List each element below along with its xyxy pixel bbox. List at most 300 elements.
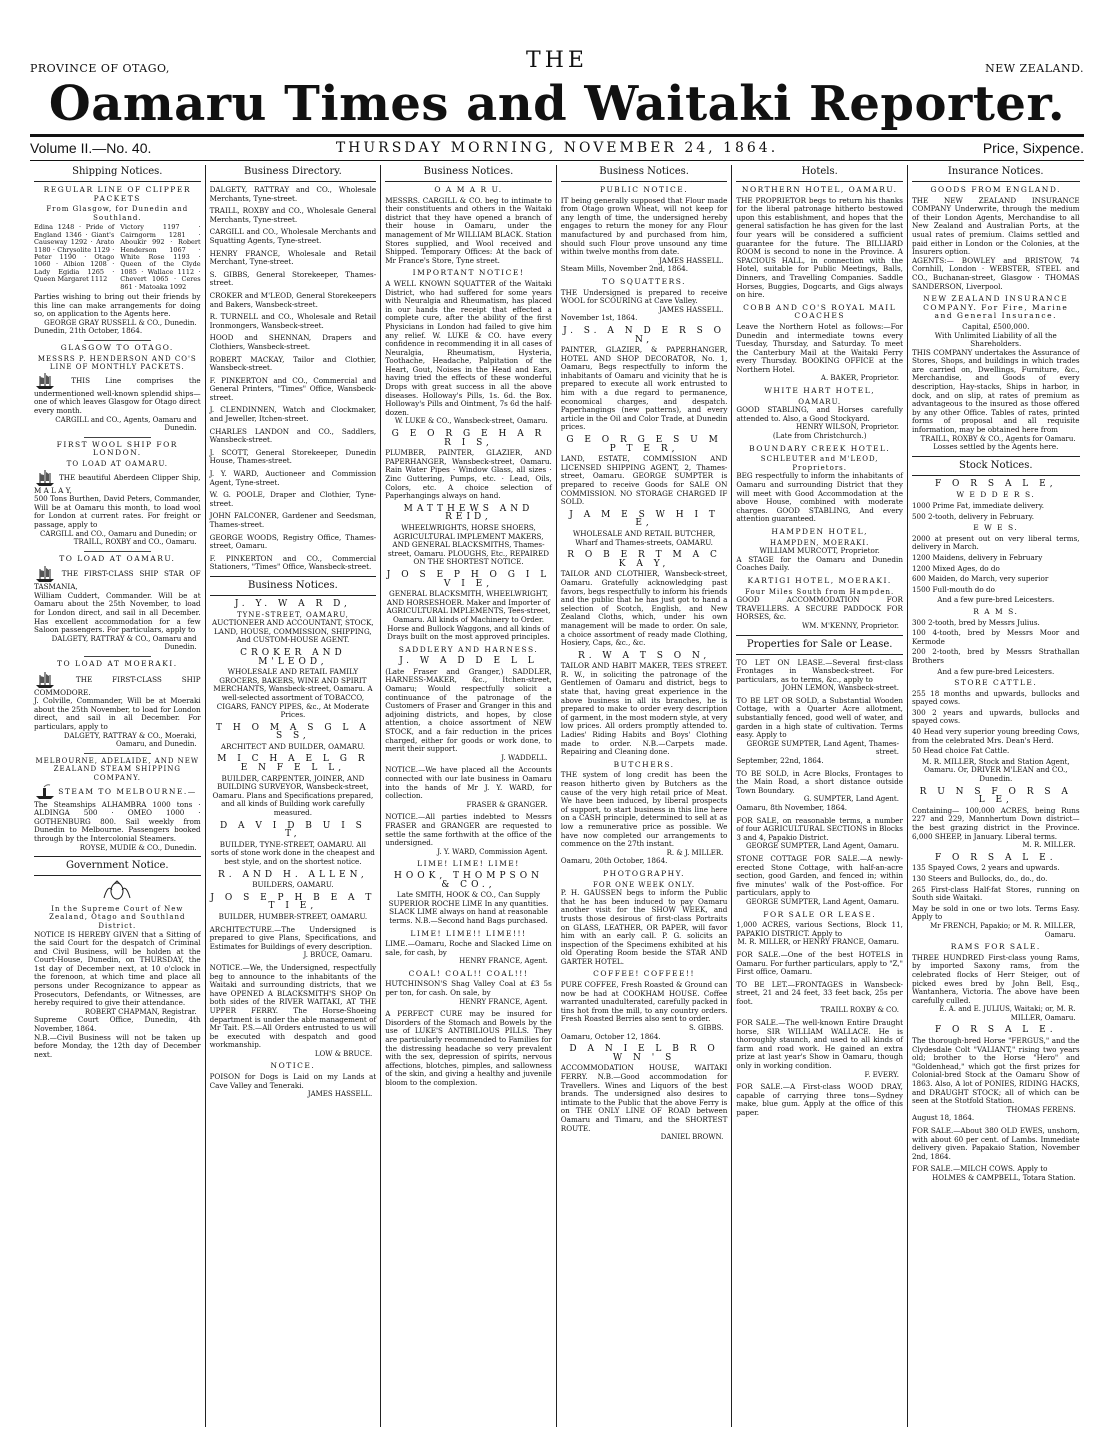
- issue-date: THURSDAY MORNING, NOVEMBER 24, 1864.: [335, 140, 779, 156]
- ad-body: AUCTIONEER AND ACCOUNTANT, STOCK, LAND, HOUSE, COMMISSION, SHIPPING, And CUSTOM-HOUSE AGENT.: [212, 618, 374, 645]
- stock-row: 1200 Mixed Ages, do do: [911, 563, 1000, 573]
- ad-body: NOTICE.—We, the Undersigned, respectfully beg to announce to the inhabitants of the Waitaki and surrounding districts, that we have OPENED A BLACKSMITH'S SHOP On both sides of the RIVER WAITAKI, AT THE UPPER FERRY. The Horse-Shoeing department is under the able management of Mr Tait. P.S.—All Orders entrusted to us will be executed with despatch and good workmanship.: [209, 962, 377, 1050]
- ad-body: ARCHITECT AND BUILDER, OAMARU.: [220, 741, 365, 751]
- ad-title: BOUNDARY CREEK HOTEL.: [749, 443, 891, 453]
- ad-title: J O S E P H B E A T T I E,: [210, 892, 376, 912]
- ad-subtitle: HAMPDEN, MOERAKI.: [769, 538, 870, 547]
- ad-name: J. W A D D E L L: [399, 656, 538, 667]
- ad-signature: HOLMES & CAMPBELL, Totara Station.: [932, 1173, 1076, 1182]
- ad-northern-hotel: [736, 186, 903, 300]
- ad-title: TO SQUATTERS.: [602, 276, 687, 286]
- ad-title: LIME! LIME! LIME!: [417, 859, 520, 869]
- ad-signature: TRAILL ROXBY & CO.: [820, 1006, 899, 1015]
- section-business-notices: Business Notices.: [385, 165, 552, 182]
- ad-title: CROKER AND M'LEOD,: [240, 647, 346, 667]
- stock-row: 40 Head very superior young breeding Cows, from the celebrated Mrs. Dean's Herd.: [911, 727, 1080, 745]
- ad-body: NOTICE.—We have placed all the Accounts connected with our late business in Oamaru into the hands of Mr J. Y. WARD, for collection.: [385, 765, 552, 801]
- column-hotels: [732, 165, 908, 1427]
- stock-row: 1000 Prime Fat, immediate delivery.: [911, 501, 1045, 510]
- ad-title: HAMPDEN HOTEL,: [771, 526, 868, 536]
- stock-row: 100 4-tooth, bred by Messrs Moor and Kermode: [911, 628, 1080, 646]
- ad-important-notice: [385, 269, 552, 426]
- ad-subtitle: W E D D E R S.: [956, 490, 1036, 500]
- ad-body: BUILDER, CARPENTER, JOINER, AND BUILDING SURVEYOR, Wansbeck-street, Oamaru. Plans and Specifications prepared, and all kinds of Building work carefully measured.: [212, 773, 374, 818]
- ad-subtitle: With Unlimited Liability of all the Shareholders.: [934, 330, 1057, 349]
- ad-signature: JOHN LEMON, Wansbeck-street.: [782, 684, 899, 693]
- ad-capital: Capital, £500,000.: [962, 321, 1030, 331]
- ad-signature: F. EVERY.: [864, 1070, 899, 1079]
- ad-bruce: [210, 926, 377, 960]
- ad-title: J A M E S W H I T E,: [569, 509, 719, 529]
- ship-icon: [34, 372, 56, 390]
- stock-row: 200 2-tooth, bred by Messrs Strathallan Brothers: [911, 647, 1080, 665]
- ad-signature: J. WADDELL.: [501, 753, 548, 762]
- ad-title: D A V I D B U I S T,: [219, 820, 366, 840]
- stock-row: 50 Head choice Fat Cattle.: [911, 746, 1010, 756]
- dateline-rule: [30, 160, 1084, 161]
- ad-date: August 18, 1864.: [911, 1113, 975, 1123]
- stock-row: 300 2-tooth, bred by Messrs Julius.: [911, 617, 1040, 627]
- ad-body: THE NEW ZEALAND INSURANCE COMPANY Underwrite, through the medium of their London Agents, Merchandise to all New Zealand and Australian Ports, at the usual rates of premium. Claims settled and paid either in London or the Colonies, at the Insurers option.: [911, 195, 1080, 257]
- ad-body: MESSRS. CARGILL & CO. beg to intimate to their constituents and others in the Waitaki district that they have opened a branch of their house in Oamaru, under the management of Mr WILLIAM BLACK. Station Stores supplied, and Wool received and Shipped. Temporary Offices: At the back of Mr France's Store, Tyne street.: [385, 195, 552, 265]
- masthead-the: THE: [526, 48, 588, 73]
- ad-note: And a few pure-bred Leicesters.: [937, 595, 1055, 605]
- ad-body: BUILDER, HUMBER-STREET, OAMARU.: [218, 911, 368, 921]
- section-shipping-notices: Shipping Notices.: [34, 165, 201, 182]
- ad-title: BUTCHERS.: [613, 759, 675, 769]
- ad-title: LIME! LIME!! LIME!!!: [410, 928, 527, 938]
- ad-subtitle: TO LOAD AT OAMARU.: [66, 459, 168, 468]
- coat-of-arms-icon: [34, 880, 201, 905]
- ad-signature: ROYSE, MUDIE & CO., Dunedin.: [79, 843, 197, 852]
- newspaper-title: Oamaru Times and Waitaki Reporter.: [48, 76, 1066, 132]
- ship-list-b: Victory 1197 · Cairngorm 1281 · Aboukir 992 · Robert Henderson 1067 · White Rose 1193 · Queen of the Clyde 1085 · Wallace 1112 · Chevert 1065 · Ceres 861 · Matoaka 1092: [120, 223, 201, 291]
- ad-body: WHOLESALE AND RETAIL FAMILY GROCERS, BAKERS, WINE AND SPIRIT MERCHANTS, Wansbeck-street, Oamaru. A well-selected assortment of TOBACCO, CIGARS, FANCY PIPES, &c., At Moderate Prices.: [213, 667, 373, 720]
- ad-body: GOOD STABLING, and Horses carefully attended to. Also, a Good Stockyard.: [736, 405, 903, 423]
- masthead-country: NEW ZEALAND.: [985, 62, 1084, 75]
- ad-body: A PERFECT CURE may be insured for Disorders of the Stomach and Bowels by the use of LUKE'S ANTIBILIOUS PILLS. They are particularly recommended to Families for the distressing headache so very prevalent with the sex, depression of spirits, nervous affections, blotches, pimples, and sallowness of the skin, and giving a healthy and juvenile bloom to the complexion.: [385, 1009, 552, 1087]
- ad-date: Oamaru, 8th November, 1864.: [736, 803, 848, 812]
- ad-coal: [385, 970, 552, 1006]
- directory-entry: DALGETY, RATTRAY and CO., Wholesale Merchants, Tyne-street.: [209, 185, 377, 203]
- ad-signature: J. Y. WARD, Commission Agent.: [437, 847, 548, 856]
- ad-allen: [210, 871, 377, 890]
- ad-butchers: [561, 761, 728, 866]
- ad-signature: CARGILL and CO., Agents, Oamaru and Dunedin.: [55, 415, 197, 433]
- ad-body: TO BE LET.—FRONTAGES in Wansbeck-street, 21 and 24 feet, 33 feet back, 25s per foot.: [736, 979, 903, 1006]
- ad-title: COAL! COAL!! COAL!!!: [408, 968, 529, 978]
- ad-property-2: [736, 697, 903, 766]
- ad-title: F O R S A L E,: [934, 478, 1057, 489]
- ad-body: POISON for Dogs is Laid on my Lands at Cave Valley and Teneraki.: [209, 1072, 377, 1090]
- directory-entry: HOOD and SHENNAN, Drapers and Clothiers, Wansbeck-street.: [209, 333, 377, 351]
- ad-body: THIS COMPANY undertakes the Assurance of Stores, Shops, and buildings in which trades are carried on, Dwellings, Furniture, &c., Merchandise, and Goods of every description, Hay-stacks, Ships in harbor, in dock, and on slip, at rates of premium as advantageous to the insured as those offered by any other Office. Tables of rates, printed forms of proposal and all requisite information, may be obtained here from: [911, 347, 1080, 435]
- ad-agents: AGENTS:— BOWLEY and BRISTOW, 74 Cornhill, London · WEBSTER, STEEL and CO., Buchanan-street, Glasgow · THOMAS SANDERSON, Liverpool.: [911, 255, 1080, 291]
- ad-title: NOTICE.: [270, 1061, 316, 1071]
- ad-title: SADDLERY AND HARNESS.: [398, 644, 539, 654]
- ad-body: LIME.—Oamaru, Roche and Slacked Lime on sale, for cash, by: [385, 939, 552, 957]
- ad-title: TO LOAD AT MOERAKI.: [56, 659, 178, 669]
- ad-signature: DALGETY, RATTRAY & CO., Moeraki, Oamaru, and Dunedin.: [63, 731, 197, 749]
- ad-signature: FRASER & GRANGER.: [466, 800, 548, 809]
- ad-property-9: [736, 1019, 903, 1079]
- ad-body: FOR SALE, on reasonable terms, a number of four AGRICULTURAL SECTIONS in Blocks 3 and 4, Papakio District.: [736, 815, 903, 842]
- columns: [30, 165, 1084, 1427]
- ad-body: TAILOR AND CLOTHIER, Wansbeck-street, Oamaru. Gratefully acknowledging past favors, begs respectfully to inform his friends and the public that he has just got to hand a selection of Scotch, English, and New Zealand Cloths, which, under his own management will be made to order. On sale, a choice assortment of ready made Clothing, Hosiery, Caps, &c., &c.: [560, 569, 728, 648]
- ad-property-7: [736, 951, 903, 977]
- ad-title: FOR SALE OR LEASE.: [763, 909, 877, 919]
- ad-date: Dunedin, 21th October, 1864.: [34, 326, 143, 336]
- ad-grenfell: [210, 755, 377, 817]
- ad-signature: M. R. MILLER, Stock and Station Agent, Oamaru. Or, DRIVER M'LEAN and CO., Dunedin.: [921, 756, 1070, 784]
- ad-commodore: [34, 660, 201, 749]
- ad-body: IT being generally supposed that Flour made from Otago grown Wheat, will not keep for any length of time, the undersigned hereby engages to return the money for any Flour manufactured by and purchased from him, should such Flour prove unsound any time within twelve months from date.: [560, 195, 728, 257]
- ad-ward: [210, 600, 377, 645]
- ad-signature: DALGETY, RATTRAY & CO., Oamaru and Dunedin.: [51, 634, 197, 652]
- ad-body: The Steamships ALHAMBRA 1000 tons · ALDINGA 500 · OMEO 1000 · GOTHENBURG 800. Sail weekly from Dunedin to Melbourne. Passengers booked through by the Intercolonial Steamers.: [34, 799, 201, 843]
- ad-subtitle: TYNE-STREET, OAMARU,: [236, 610, 349, 619]
- ad-title: R U N S F O R S A L E,: [919, 786, 1072, 806]
- ad-signature: ROBERT CHAPMAN, Registrar.: [84, 1007, 197, 1016]
- ad-stock-for-sale: [912, 480, 1080, 784]
- stock-row: 135 Spayed Cows, 2 years and upwards.: [911, 863, 1060, 873]
- ad-body: P. H. GAUSSEN begs to inform the Public that he has been induced to pay Oamaru another visit for the SHOW WEEK, and trusts those desirous of first-class Portraits on GLASS, LEATHER, OR PAPER, will favor him with an early call. P. G. solicits an inspection of the Specimens exhibited at his old Operating Room beside the STAR AND GARTER HOTEL.: [560, 888, 728, 966]
- ad-body: Leave the Northern Hotel as follows:—For Dunedin and intermediate towns every Tuesday, Thursday, and Saturday. To meet the Canterbury Mail at the Waitaki Ferry every Thursday. BOOKING OFFICE at the Northern Hotel.: [736, 321, 903, 374]
- directory-entry: F. PINKERTON and CO., Commercial and General Printers, "Times" Office, Wansbeck-street.: [209, 375, 377, 402]
- ad-title: NORTHERN HOTEL, OAMARU.: [741, 185, 898, 194]
- ad-title: O A M A R U.: [434, 185, 503, 194]
- ad-body: A WELL KNOWN SQUATTER of the Waitaki District, who had suffered for some years with Neuralgia and Rheumatism, has placed in our hands the receipt that effected a complete cure, after the ability of the first Physicians in London had failed to give him any relief. W. LUKE & CO. have every confidence in recommending it in all cases of Neuralgia, Rheumatism, Hysteria, Toothache, Headache, Palpitation of the Heart, Gout, Noises in the Head and Ears, having tried the effects of these wonderful Drops with great success in all the above diseases. Holloway's Pills, 1s. 6d. the Box. Holloway's Pills and Ointment, 7s 6d the half-dozen.: [385, 278, 552, 417]
- ad-cargill: [385, 186, 552, 265]
- ad-signature: JAMES HASSELL.: [658, 305, 724, 314]
- ad-property-3: [736, 770, 903, 813]
- ad-signature: CARGILL and CO., Oamaru and Dunedin; or TRAILL, ROXBY and CO., Oamaru.: [39, 529, 197, 547]
- ad-note: N.B.—Civil Business will not be taken up before Monday, the 12th day of December next.: [34, 1032, 201, 1059]
- ad-body: HUTCHINSON'S Shag Valley Coal at £3 5s per ton, for cash. On sale, by: [385, 979, 552, 998]
- ad-signature: HENRY WILSON, Proprietor.: [796, 423, 899, 432]
- directory-entry: CARGILL and CO., Wholesale Merchants and Squatting Agents, Tyne-street.: [209, 227, 377, 245]
- ad-title: J. Y. W A R D,: [234, 598, 351, 609]
- ad-clipper-packets: [34, 186, 201, 336]
- ship-icon: [34, 671, 56, 689]
- ad-signature: HENRY FRANCE, Agent.: [459, 957, 548, 966]
- ad-signature: JAMES HASSELL.: [658, 256, 724, 265]
- ad-signature: E. A. and E. JULIUS, Waitaki; or, M. R. MILLER, Oamaru.: [939, 1005, 1076, 1022]
- ad-subtitle: Four Miles South from Hampden.: [745, 587, 895, 596]
- ad-runs-for-sale: [912, 788, 1080, 850]
- ad-body: TO BE LET OR SOLD, a Substantial Wooden Cottage, with a Quarter Acre allotment, substantially fenced, good well of water, and garden in a high state of cultivation. Terms easy. Apply to: [736, 695, 903, 740]
- ad-signature: TRAILL, ROXBY & CO., Agents for Oamaru.: [920, 434, 1076, 443]
- ad-star-of-tasmania: [34, 555, 201, 652]
- dateline: [30, 140, 1084, 158]
- column-business-notices-b: [557, 165, 733, 1427]
- ad-date: September, 22nd, 1864.: [736, 756, 824, 766]
- ad-body: J. Colville, Commander, Will be at Moeraki about the 25th November, to load for London direct, and sail in all December. For particulars, apply to: [34, 696, 201, 731]
- ad-signature: HENRY FRANCE, Agent.: [459, 997, 548, 1006]
- ad-buist: [210, 822, 377, 867]
- ad-old-ewes: [912, 1127, 1080, 1161]
- ad-mackay: [561, 551, 728, 648]
- directory-entry: ROBERT MACKAY, Tailor and Clothier, Wansbeck-street.: [209, 354, 377, 373]
- ad-ship-name: THE FIRST-CLASS SHIP COMMODORE.: [34, 674, 201, 697]
- divider: [84, 340, 151, 341]
- ad-note: Losses settled by the Agents here.: [933, 442, 1059, 452]
- ad-signature: J. BRUCE, Oamaru.: [303, 951, 373, 960]
- ad-body: BUILDER, TYNE-STREET, OAMARU. All sorts of stone work done in the cheapest and best style, and on the shortest notice.: [210, 839, 375, 866]
- column-business-notices-a: [381, 165, 557, 1427]
- directory-entry: CHARLES LANDON and CO., Saddlers, Wansbeck-street.: [209, 426, 377, 445]
- ad-subtitle: MESSRS P. HENDERSON AND CO'S LINE OF MONTHLY PACKETS.: [37, 354, 197, 372]
- ad-subtitle: FOR ONE WEEK ONLY.: [592, 880, 696, 889]
- ad-body: 1,000 ACRES, various Sections, Block 11, PAPAKIO DISTRICT. Apply to: [736, 920, 903, 938]
- ad-glass: [210, 724, 377, 752]
- ad-title: KARTIGI HOTEL, MOERAKI.: [747, 575, 892, 585]
- ad-waddell: [385, 646, 552, 763]
- ad-note: And a few pure-bred Leicesters.: [937, 666, 1055, 676]
- ad-body: (Late Fraser and Granger,) SADDLER, HARNESS-MAKER, &c., Itchen-street, Oamaru; Would respectfully solicit a continuance of the patronage of the Customers of Fraser and Granger in this and adjoining districts, and hopes, by close attention, a choice assortment of NEW STOCK, and a fair reduction in the prices charged, either for goods or work done, to merit their support.: [385, 666, 552, 754]
- stock-row: 2000 at present out on very liberal terms, delivery in March.: [911, 533, 1080, 552]
- ad-title: FIRST WOOL SHIP FOR LONDON.: [56, 439, 178, 458]
- ad-title: F O R S A L E.: [934, 852, 1057, 863]
- ad-body: Parties wishing to bring out their friends by this line can make arrangements for doing so, on application to the Agents here.: [34, 292, 201, 319]
- ad-title: R. AND H. ALLEN,: [218, 869, 368, 880]
- directory-entry: J. SCOTT, General Storekeeper, Dunedin House, Thames-street.: [209, 447, 377, 466]
- ad-signature: GEORGE SUMPTER, Land Agent, Oamaru.: [745, 842, 899, 851]
- ad-signature: WM. M'KENNY, Proprietor.: [801, 621, 899, 630]
- directory-entry: W. G. POOLE, Draper and Clothier, Tyne-street.: [209, 490, 377, 508]
- stock-row: 265 First-class Half-fat Stores, running on South side Waitaki.: [911, 884, 1080, 903]
- ad-body: THE system of long credit has been the reason hitherto given by Butchers as the cause of the very high retail price of Meat. We have been induced, by liberal prospects of support, to start business in this line here on a CASH principle, determined to sell at as low a remunerative price as possible. We have now completed our arrangements to commence on the 27th instant.: [560, 770, 728, 849]
- ad-body: FOR SALE.—About 380 OLD EWES, unshorn, with about 60 per cent. of Lambs. Immediate delivery given. Papakaio Station, November 2nd, 1864.: [911, 1126, 1080, 1161]
- ad-property-1: [736, 659, 903, 693]
- ad-title: PUBLIC NOTICE.: [600, 185, 689, 194]
- ad-signature: A. BAKER, Proprietor.: [820, 374, 899, 383]
- ad-body: FOR SALE.—The well-known Entire Draught horse, SIR WILLIAM WALLACE. He is thoroughly staunch, and used to all kinds of farm and road work. He gained an extra prize at last year's Show in Oamaru, though only in working condition.: [736, 1018, 903, 1071]
- ad-body: Late SMITH, HOOK & CO., Can Supply SUPERIOR ROCHE LIME In any quantities. SLACK LIME always on hand at reasonable terms. N.B.—Second hand Bags purchased.: [388, 890, 549, 925]
- ad-cobb-coaches: [736, 304, 903, 383]
- ad-body: William Cuddert, Commander. Will be at Oamaru about the 25th November, to load for London direct, and sail in all December. Has excellent accommodation for a few Saloon passengers. For particulars, apply to: [34, 590, 201, 635]
- ad-public-notice: [561, 186, 728, 274]
- ad-body: GOOD ACCOMMODATION FOR TRAVELLERS. A SECURE PADDOCK FOR HORSES, &c.: [736, 595, 903, 622]
- ad-boundary-creek: [736, 445, 903, 524]
- divider: [84, 551, 151, 552]
- ad-date: November 1st, 1864.: [560, 313, 638, 323]
- ad-rams-for-sale: [912, 943, 1080, 1022]
- column-business-directory: [206, 165, 382, 1427]
- ad-property-5: [736, 855, 903, 907]
- stock-row: 500 2-tooth, delivery in February.: [911, 511, 1034, 521]
- ad-body: WHOLESALE AND RETAIL BUTCHER, Wharf and Thames-streets, OAMARU.: [572, 528, 716, 547]
- divider: [84, 437, 151, 438]
- ad-body: FOR SALE.—A First-class WOOD DRAY, capable of carrying three tons—Sydney make, blue gum. Apply at the office of this paper.: [736, 1082, 903, 1117]
- ad-title: NEW ZEALAND INSURANCE COMPANY. For Fire, Marine and General Insurance.: [923, 294, 1069, 321]
- ad-body: FOR SALE.—One of the best HOTELS in Oamaru. For further particulars, apply to "Z," First office, Oamaru.: [736, 949, 903, 977]
- ad-subtitle: STORE CATTLE.: [954, 678, 1038, 688]
- ad-property-6: [736, 911, 903, 947]
- ad-harris: [385, 430, 552, 501]
- ad-title: G E O R G E S U M P T E R,: [566, 435, 722, 454]
- ad-hampden-hotel: [736, 528, 903, 573]
- section-properties: Properties for Sale or Lease.: [736, 635, 903, 655]
- ad-signature: W. LUKE & CO., Wansbeck-street, Oamaru.: [394, 417, 548, 426]
- ad-title: T H O M A S G L A S S,: [216, 722, 370, 742]
- ad-ship-name: THE beautiful Aberdeen Clipper Ship, M A L A Y,: [34, 472, 201, 495]
- column-insurance-stock: [908, 165, 1084, 1427]
- price: Price, Sixpence.: [982, 140, 1084, 156]
- section-business-notices: Business Notices.: [561, 165, 728, 182]
- ad-signature: M. R. MILLER.: [1022, 841, 1076, 850]
- ad-body: PLUMBER, PAINTER, GLAZIER, AND PAPERHANGER, Wansbeck-street, Oamaru. Rain Water Pipes · Window Glass, all sizes · Zinc Guttering, Pumps, etc. · Lead, Oils, Colors, etc. A choice selection of Paperhangings always on hand.: [385, 448, 552, 501]
- ad-date: Steam Mills, November 2nd, 1864.: [560, 264, 689, 274]
- ad-signature: THOMAS FERENS.: [1006, 1105, 1076, 1114]
- ad-brown: [561, 1045, 728, 1142]
- ad-property-10: [736, 1083, 903, 1117]
- ad-signature: S. GIBBS.: [688, 1024, 724, 1033]
- ad-title: IMPORTANT NOTICE!: [412, 268, 525, 278]
- ad-body: THE Undersigned is prepared to receive WOOL for SCOURING at Cave Valley.: [560, 287, 728, 306]
- ad-title: PHOTOGRAPHY.: [603, 868, 686, 878]
- directory-entry: S. GIBBS, General Storekeeper, Thames-street.: [209, 269, 377, 288]
- ad-body: PURE COFFEE, Fresh Roasted & Ground can now be had at COOKHAM HOUSE. Coffee warranted unadulterated, carefully packed in tins hot from the mill, to any country orders. Fresh Roasted Berries also sent to order.: [560, 980, 728, 1024]
- stock-row: 600 Maiden, do March, very superior: [911, 574, 1049, 584]
- ad-matthews-reid: [385, 505, 552, 567]
- ship-icon: [34, 469, 56, 487]
- ad-signature: WILLIAM MURCOTT, Proprietor.: [759, 546, 880, 556]
- ad-body: NOTICE IS HEREBY GIVEN that a Sitting of the said Court for the despatch of Criminal and Civil Business, will be holden at the Court-House, Dunedin, on THURSDAY, the 1st day of December next, at 10 o'clock in the forenoon, at which time and place all persons under Recognizance to appear as Prosecutors, Defendants, or Witnesses, are hereby required to give their attendance.: [34, 929, 201, 1008]
- ad-coffee: [561, 970, 728, 1041]
- ad-steam-melbourne: [34, 757, 201, 852]
- ad-title: GOODS FROM ENGLAND.: [930, 185, 1062, 194]
- ad-low-bruce: [210, 964, 377, 1059]
- ad-body: Containing— 100,000 ACRES, being Runs 227 and 229, Mannhertum Down district—the best grazing district in the Province. 6,000 SHEEP, in January. Liberal terms.: [911, 805, 1080, 841]
- ad-subtitle: In the Supreme Court of New Zealand, Otago and Southland District.: [49, 904, 186, 930]
- ad-body: WHEELWRIGHTS, HORSE SHOERS, AGRICULTURAL IMPLEMENT MAKERS, AND GENERAL BLACKSMITHS, Thames-street, Oamaru. PLOUGHS, Etc., REPAIRED ON THE SHORTEST NOTICE.: [387, 522, 549, 567]
- ship-list-a: Edina 1248 · Pride of England 1346 · Giant's Causeway 1292 · Arato 1180 · Chrysolite 1129 · Peter 1190 · Otago 1060 · Albion 1208 · Lady Egidia 1265 · Queen Margaret 1112: [34, 223, 115, 284]
- ad-subtitle: From Glasgow, for Dunedin and Southland.: [46, 205, 189, 222]
- stock-row: 300 2 years and upwards, bullocks and spayed cows.: [911, 707, 1080, 726]
- ad-fraser-granger: [385, 766, 552, 809]
- ad-body: ARCHITECTURE.—The Undersigned is prepared to give Plans, Specifications, and Estimates for Buildings of every description.: [209, 924, 377, 951]
- ad-beattie: [210, 894, 377, 922]
- directory-entry: GEORGE WOODS, Registry Office, Thames-street, Oamaru.: [209, 532, 377, 551]
- ad-body: LAND, ESTATE, COMMISSION AND LICENSED SHIPPING AGENT, 2, Thames-street, Oamaru. GEORGE SUMPTER is prepared to receive Goods for SALE ON COMMISSION. NO STORAGE CHARGED IF SOLD.: [560, 454, 728, 507]
- section-business-notices: Business Notices.: [210, 576, 377, 596]
- ad-title: G E O R G E H A R R I S,: [391, 429, 546, 448]
- ad-property-8: [736, 981, 903, 1015]
- ad-title: M I C H A E L G R E N F E L L,: [217, 754, 369, 774]
- ad-title: R O B E R T M A C K A Y,: [567, 550, 721, 569]
- ad-hook-thompson: [385, 860, 552, 925]
- ad-title: REGULAR LINE OF CLIPPER PACKETS: [43, 185, 191, 203]
- ad-nz-insurance: [912, 186, 1080, 291]
- ad-nz-insurance-2: [912, 295, 1080, 452]
- ad-title: STEAM TO MELBOURNE.—: [58, 786, 197, 796]
- masthead-rule: [30, 134, 1084, 137]
- ad-body: TO BE SOLD, in Acre Blocks, Frontages to the Main Road, a short distance outside Town Boundary.: [736, 768, 903, 795]
- ad-body: FOR SALE.—MILCH COWS. Apply to: [911, 1164, 1048, 1174]
- directory-entry: JOHN FALCONER, Gardener and Seedsman, Thames-street.: [209, 511, 377, 529]
- ad-note: (Late from Christchurch.): [772, 431, 867, 441]
- divider: [84, 656, 151, 657]
- ad-subtitle: R A M S.: [973, 606, 1019, 616]
- ad-body: THIS Line comprises the undermentioned well-known splendid ships—one of which leaves Glasgow for Otago direct every month.: [34, 375, 201, 415]
- ad-signature: M. R. MILLER, or HENRY FRANCE, Oamaru.: [737, 938, 899, 947]
- ad-title: COFFEE! COFFEE!!: [593, 969, 696, 979]
- ad-subtitle: OAMARU.: [798, 397, 842, 406]
- masthead-province: PROVINCE OF OTAGO,: [30, 62, 170, 75]
- ad-body: TAILOR AND HABIT MAKER, TEES STREET. R. W., in soliciting the patronage of the Gentlemen of Oamaru and district, begs to state that, having great experience in the above business in all its branches, he is prepared to make to order every description of garment, in the most modern style, at very low prices. All orders promptly attended to. Ladies' Riding Habits and Boys' Clothing made to order. N.B.—Carpets made. Repairing and Cleaning done.: [560, 661, 728, 757]
- ad-signature: GEORGE SUMPTER, Land Agent, Oamaru.: [745, 897, 899, 906]
- ad-signature: G. SUMPTER, Land Agent.: [803, 795, 899, 804]
- directory-entry: J. CLENDINNEN, Watch and Clockmaker, and Jeweller, Itchen-street.: [209, 405, 377, 424]
- ad-signature: Mr FRENCH, Papakio; or M. R. MILLER, Oamaru.: [930, 921, 1076, 939]
- ad-sumpter: [561, 436, 728, 507]
- ad-date: Oamaru, October 12, 1864.: [560, 1031, 661, 1041]
- section-government-notice: Government Notice.: [34, 856, 201, 876]
- ad-body: A STAGE for the Oamaru and Dunedin Coaches Daily.: [736, 554, 903, 573]
- ad-supreme-court: [34, 880, 201, 1059]
- ad-perfect-cure: [385, 1010, 552, 1087]
- ad-title: D A N I E L B R O W N ' S: [569, 1044, 719, 1063]
- ad-date: Supreme Court Office, Dunedin, 4th November, 1864.: [34, 1015, 201, 1034]
- ad-body: THE PROPRIETOR begs to return his thanks for the liberal patronage hitherto bestowed upon this establishment, and hopes that the general satisfaction he has given for the last four years will be considered a sufficient guarantee for the future. The BILLIARD ROOM is second to none in the Province. A SPACIOUS HALL, in connection with the Hotel, suitable for Public Meetings, Balls, Dinners, and Travelling Companies. Saddle Horses, Buggies, Dogcarts, and Gigs always on hire.: [736, 195, 903, 300]
- directory-entry: TRAILL, ROXBY and CO., Wholesale General Merchants, Tyne-street.: [209, 206, 377, 224]
- stock-row: 130 Steers and Bullocks, do., do., do.: [911, 873, 1048, 883]
- directory-entry: J. Y. WARD, Auctioneer and Commission Agent, Tyne-street.: [209, 469, 377, 487]
- ad-body: GENERAL BLACKSMITH, WHEELWRIGHT, AND HORSESHOER. Maker and Importer of AGRICULTURAL IMPLEMENTS, Tees-street, Oamaru. All kinds of Machinery to Order. Horse and Bullock Waggons, and all kinds of Drays built on the most approved principles.: [386, 589, 551, 642]
- ad-body: STONE COTTAGE FOR SALE.—A newly-erected Stone Cottage, with half-an-acre section, good Garden, and fenced in; within five minutes' walk of the Post-office. For particulars, apply to: [736, 853, 903, 898]
- ad-signature: LOW & BRUCE.: [314, 1049, 373, 1058]
- ad-title: RAMS FOR SALE.: [950, 942, 1041, 952]
- ad-white-hart: [736, 387, 903, 441]
- ad-anderson: [561, 327, 728, 432]
- ad-title: J O S E P H O G I L V I E,: [386, 569, 551, 589]
- ad-title: COBB AND CO'S ROYAL MAIL COACHES: [743, 302, 897, 321]
- ad-fraser-granger-2: [385, 813, 552, 856]
- ad-title: F O R S A L E.: [934, 1025, 1057, 1036]
- section-hotels: Hotels.: [736, 165, 903, 182]
- ad-body: ACCOMMODATION HOUSE, WAITAKI FERRY. N.B.—Good accommodation for Travellers. Wines and Liquors of the best brands. The undersigned also desires to intimate to the Public that the above Ferry is on THE ONLY LINE OF ROAD between Oamaru and Timaru, and the SHORTEST ROUTE.: [560, 1063, 728, 1133]
- ad-signature: JAMES HASSELL.: [307, 1090, 373, 1099]
- ad-name: HOOK, THOMPSON & CO.,: [393, 870, 543, 890]
- ad-watson: [561, 652, 728, 757]
- section-business-directory: Business Directory.: [210, 165, 377, 182]
- stock-row: 255 18 months and upwards, bullocks and spayed cows.: [911, 688, 1080, 707]
- ad-title: TO LOAD AT OAMARU.: [59, 553, 176, 563]
- ad-to-squatters: [561, 278, 728, 323]
- column-shipping: [30, 165, 206, 1427]
- ad-title: J. S. A N D E R S O N,: [563, 325, 725, 345]
- ad-title: MATTHEWS AND REID,: [403, 503, 534, 523]
- ad-signature: DANIEL BROWN.: [660, 1133, 724, 1142]
- ad-milch-cows: [912, 1165, 1080, 1182]
- directory-entry: F. PINKERTON and CO., Commercial Stationers, "Times" Office, Wansbeck-street.: [209, 553, 377, 572]
- ad-horses-for-sale: [912, 1026, 1080, 1123]
- section-stock-notices: Stock Notices.: [912, 456, 1080, 476]
- ad-property-4: [736, 817, 903, 851]
- ad-subtitle: MELBOURNE, ADELAIDE, AND NEW ZEALAND STEAM SHIPPING COMPANY.: [35, 756, 200, 782]
- ad-signature: GEORGE SUMPTER, Land Agent, Thames-street.: [746, 739, 899, 757]
- section-insurance: Insurance Notices.: [912, 165, 1080, 182]
- ad-body: The thorough-bred Horse "FERGUS," and the Clydesdale Colt "VALIANT," rising two years old; brother to the Horse "Hero" and "Goldenhead," which got the first prizes for Colonial-bred Stock at the Oamaru Show of 1863. Also, A lot of PONIES, RIDING HACKS, and DRAUGHT STOCK; all of which can be seen at the Stotfold Station.: [911, 1036, 1080, 1106]
- ad-body: TO LET ON LEASE.—Several first-class Frontages in Wansbeck-street. For particulars, as to terms, &c., apply to: [736, 657, 903, 684]
- ad-croker: [210, 649, 377, 720]
- directory-entry: CROKER and M'LEOD, General Storekeepers and Bakers, Wansbeck-street.: [209, 290, 377, 309]
- ad-kartigi-hotel: [736, 577, 903, 631]
- ad-signature: R. & J. MILLER.: [666, 848, 724, 857]
- ad-ogilvie: [385, 571, 552, 642]
- ad-body: PAINTER, GLAZIER, & PAPERHANGER, HOTEL AND SHOP DECORATOR, No. 1, Oamaru, Begs respectfully to inform the inhabitants of Oamaru and vicinity that he is prepared to execute all work entrusted to him with a due regard to permanence, economical charges, and despatch. Paperhangings (new patterns), and every article in the Oil and Color Trade, at Dunedin prices.: [560, 345, 728, 432]
